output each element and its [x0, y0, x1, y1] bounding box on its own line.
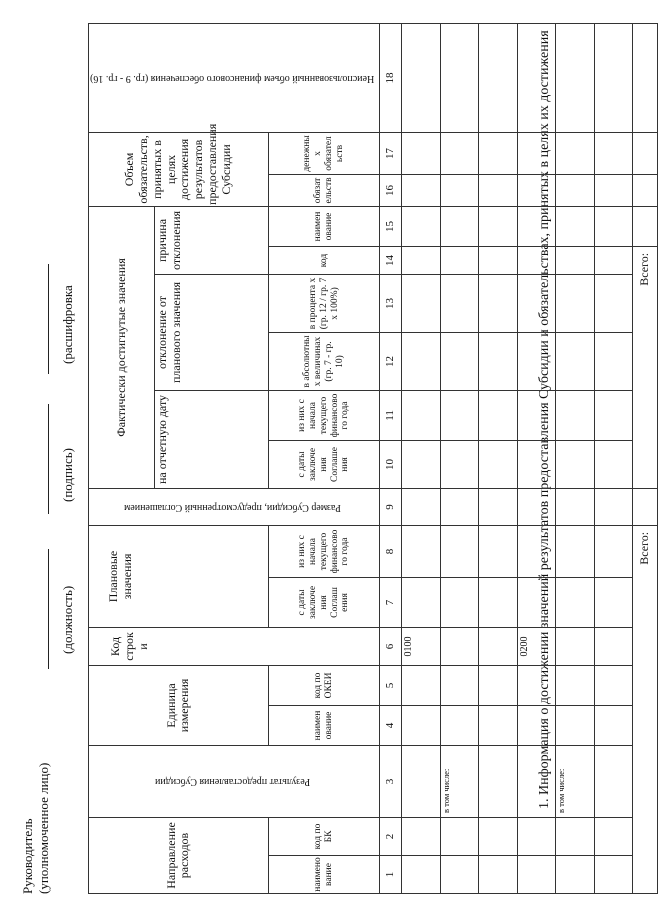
header-bk-code: код по БК — [268, 817, 379, 855]
table-cell — [594, 132, 633, 174]
table-cell — [517, 274, 555, 332]
row-code — [440, 627, 478, 665]
table-cell — [517, 525, 555, 577]
column-number: 7 — [380, 577, 402, 627]
header-obligations-count: обязат ельств — [268, 174, 379, 206]
decode-caption: (расшифровка — [60, 285, 75, 364]
row-code — [594, 627, 633, 665]
header-row-code: Код строк и — [89, 627, 380, 665]
header-result: Результат предоставления Субсидии — [89, 745, 380, 817]
table-cell — [440, 390, 478, 440]
table-cell — [594, 440, 633, 488]
table-cell — [402, 817, 440, 855]
table-cell — [556, 274, 594, 332]
signature-line — [48, 404, 49, 514]
table-cell — [402, 390, 440, 440]
table-cell — [556, 525, 594, 577]
table-cell — [556, 246, 594, 274]
table-cell — [440, 665, 478, 705]
table-cell — [556, 132, 594, 174]
column-number: 3 — [380, 745, 402, 817]
table-cell — [517, 488, 555, 525]
table-cell — [440, 132, 478, 174]
table-cell — [517, 206, 555, 246]
table-cell — [440, 174, 478, 206]
document-title: 1. Информация о достижении значений результатов предоставления Субсидии и обязательствах, принятых в целях их достижения — [537, 30, 552, 809]
header-unit-name: наимен ование — [268, 705, 379, 745]
position-caption: (должность) — [60, 585, 75, 654]
position-line — [48, 549, 49, 669]
table-cell — [440, 856, 478, 894]
row-code: 0200 — [517, 627, 555, 665]
table-cell — [440, 577, 478, 627]
table-cell — [479, 174, 517, 206]
table-cell — [594, 856, 633, 894]
table-cell — [594, 246, 633, 274]
header-reason-name: наимен ование — [268, 206, 379, 246]
column-number: 15 — [380, 206, 402, 246]
table-cell — [402, 440, 440, 488]
header-reason-code: код — [268, 246, 379, 274]
column-number: 13 — [380, 274, 402, 332]
table-cell — [556, 206, 594, 246]
table-cell — [402, 577, 440, 627]
head-label: Руководитель — [20, 818, 35, 894]
column-number: 14 — [380, 246, 402, 274]
table-cell — [556, 488, 594, 525]
total-cell — [633, 488, 658, 525]
header-okei: код по ОКЕИ — [268, 665, 379, 705]
table-cell — [479, 23, 517, 132]
header-plan: Плановые значения — [89, 525, 269, 627]
report-table — [88, 23, 658, 894]
table-cell — [479, 390, 517, 440]
table-cell — [594, 525, 633, 577]
table-cell — [440, 525, 478, 577]
table-cell — [402, 174, 440, 206]
table-cell — [594, 332, 633, 390]
sign-caption: (подпись) — [60, 448, 75, 502]
result-note: в том числе: — [440, 745, 478, 817]
table-cell — [594, 817, 633, 855]
header-actual: Фактически достигнутые значения — [89, 206, 155, 488]
table-cell — [556, 23, 594, 132]
total-cell — [633, 174, 658, 206]
totals-row — [633, 23, 658, 893]
table-row — [594, 23, 633, 893]
table-row — [479, 23, 517, 893]
header-act-from-agreement: с даты заключе ния Соглаше ния — [268, 440, 379, 488]
header-abs-deviation: в абсолютны х величинах (гр. 7 - гр. 10) — [268, 332, 379, 390]
table-cell — [556, 856, 594, 894]
table-cell — [594, 390, 633, 440]
table-cell — [517, 23, 555, 132]
header-deviation: отклонение от планового значения — [154, 274, 268, 390]
table-cell — [594, 488, 633, 525]
decode-line — [48, 264, 49, 374]
table-cell — [517, 705, 555, 745]
header-direction: Направление расходов — [89, 817, 269, 893]
table-cell — [402, 488, 440, 525]
table-row — [402, 23, 440, 893]
row-code — [479, 627, 517, 665]
table-cell — [556, 390, 594, 440]
table-cell — [402, 705, 440, 745]
table-cell — [556, 174, 594, 206]
table-cell — [479, 246, 517, 274]
table-cell — [479, 705, 517, 745]
table-cell — [517, 665, 555, 705]
column-number: 6 — [380, 627, 402, 665]
table-cell — [517, 132, 555, 174]
column-number: 16 — [380, 174, 402, 206]
table-cell — [556, 817, 594, 855]
column-number: 17 — [380, 132, 402, 174]
column-number: 9 — [380, 488, 402, 525]
authorized-label: (уполномоченное лицо) — [36, 762, 51, 894]
table-cell — [517, 577, 555, 627]
table-cell — [556, 705, 594, 745]
table-cell — [402, 856, 440, 894]
column-number: 5 — [380, 665, 402, 705]
table-cell — [479, 817, 517, 855]
table-cell — [556, 577, 594, 627]
table-cell — [556, 332, 594, 390]
table-cell — [556, 665, 594, 705]
header-obligations: Объем обязательств, принятых в целях достижения результатов предоставления Субсидии — [89, 132, 269, 206]
row-code — [556, 627, 594, 665]
table-cell — [402, 132, 440, 174]
column-number: 10 — [380, 440, 402, 488]
table-cell — [594, 705, 633, 745]
column-number: 12 — [380, 332, 402, 390]
total-cell — [633, 23, 658, 132]
table-cell — [594, 23, 633, 132]
table-cell — [517, 174, 555, 206]
table-cell — [479, 488, 517, 525]
column-number: 2 — [380, 817, 402, 855]
table-cell — [440, 705, 478, 745]
table-cell — [517, 440, 555, 488]
header-reason: причина отклонения — [154, 206, 268, 274]
table-cell — [440, 488, 478, 525]
total-cell — [633, 132, 658, 174]
header-monetary: денежны х обязател ьств — [268, 132, 379, 174]
table-cell — [517, 332, 555, 390]
table-cell — [440, 23, 478, 132]
table-cell — [479, 525, 517, 577]
table-row — [556, 23, 594, 893]
table-cell — [479, 440, 517, 488]
table-cell — [594, 174, 633, 206]
table-cell — [517, 817, 555, 855]
table-cell — [517, 390, 555, 440]
table-cell — [479, 274, 517, 332]
result-note: в том числе: — [556, 745, 594, 817]
signature-block — [20, 14, 84, 894]
table-cell — [440, 206, 478, 246]
table-cell — [402, 274, 440, 332]
table-row — [440, 23, 478, 893]
table-cell — [479, 665, 517, 705]
header-unused: Неиспользованный объем финансового обеспечения (гр. 9 - гр. 16) — [89, 23, 380, 132]
result-note — [517, 745, 555, 817]
table-cell — [440, 332, 478, 390]
table-cell — [402, 246, 440, 274]
table-cell — [517, 246, 555, 274]
table-cell — [556, 440, 594, 488]
header-on-report-date: на отчетную дату — [154, 390, 268, 488]
table-cell — [479, 206, 517, 246]
column-number-row — [380, 23, 402, 893]
table-cell — [440, 274, 478, 332]
row-code: 0100 — [402, 627, 440, 665]
table-cell — [440, 440, 478, 488]
column-number: 1 — [380, 856, 402, 894]
total-right-label: Всего: — [633, 246, 658, 488]
table-cell — [402, 525, 440, 577]
table-cell — [402, 206, 440, 246]
header-plan-from-year: из них с начала текущего финансово го года — [268, 525, 379, 577]
table-cell — [479, 577, 517, 627]
column-number: 4 — [380, 705, 402, 745]
result-note — [402, 745, 440, 817]
header-subsidy-size: Размер Субсидии, предусмотренный Соглашением — [89, 488, 380, 525]
table-cell — [517, 856, 555, 894]
table-cell — [594, 274, 633, 332]
table-cell — [479, 332, 517, 390]
header-pct-deviation: в процента х (гр. 12 / гр. 7 x 100%) — [268, 274, 379, 332]
table-cell — [594, 665, 633, 705]
table-cell — [440, 246, 478, 274]
header-plan-from-agreement: с даты заключе ния Соглаш ения — [268, 577, 379, 627]
table-cell — [402, 23, 440, 132]
result-note — [479, 745, 517, 817]
table-cell — [594, 577, 633, 627]
table-cell — [440, 817, 478, 855]
column-number: 11 — [380, 390, 402, 440]
table-cell — [594, 206, 633, 246]
header-act-from-year: из них с начала текущего финансово го года — [268, 390, 379, 440]
header-name: наимено вание — [268, 856, 379, 894]
result-note — [594, 745, 633, 817]
column-number: 18 — [380, 23, 402, 132]
table-row — [517, 23, 555, 893]
table-cell — [402, 332, 440, 390]
total-left-label: Всего: — [633, 525, 658, 893]
total-cell — [633, 206, 658, 246]
header-unit: Единица измерения — [89, 665, 269, 745]
table-cell — [402, 665, 440, 705]
table-cell — [479, 132, 517, 174]
column-number: 8 — [380, 525, 402, 577]
table-cell — [479, 856, 517, 894]
